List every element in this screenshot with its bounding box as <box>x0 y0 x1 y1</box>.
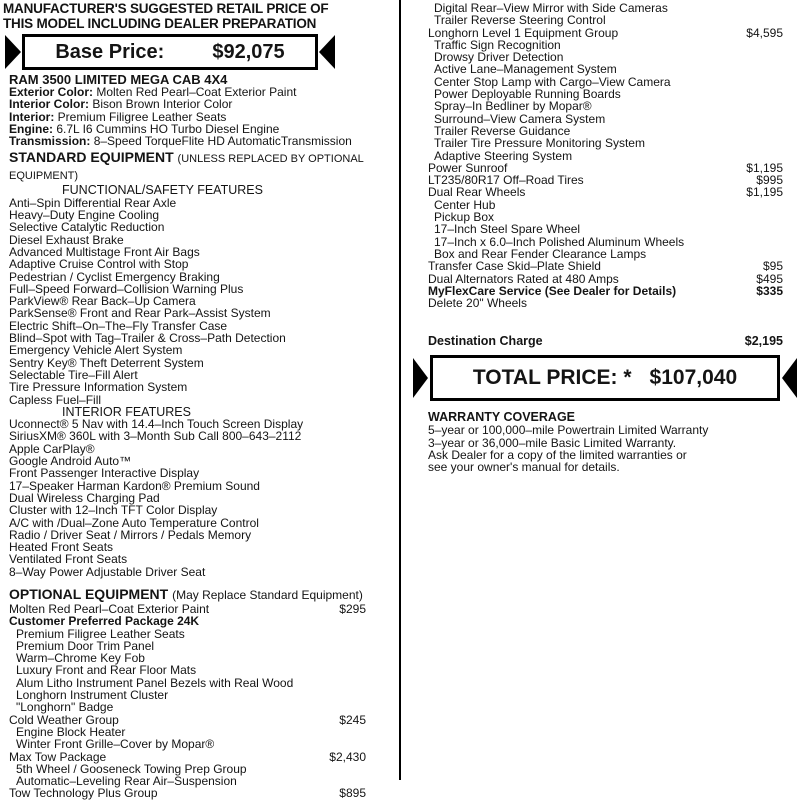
equipment-item: Advanced Multistage Front Air Bags <box>9 244 200 259</box>
equipment-item: Pedestrian / Cyclist Emergency Braking <box>9 269 220 284</box>
option-price: $245 <box>339 712 366 727</box>
option-row <box>3 787 366 799</box>
option-row <box>428 63 783 75</box>
option-name: Cold Weather Group <box>9 712 119 727</box>
warranty-section <box>428 410 783 473</box>
vehicle-specs <box>3 86 366 147</box>
option-price: $1,195 <box>746 185 783 200</box>
equipment-item: Ventilated Front Seats <box>9 552 128 567</box>
option-name: Power Sunroof <box>428 160 508 175</box>
option-name: Drowsy Driver Detection <box>434 50 564 65</box>
vehicle-spec: Transmission: 8–Speed TorqueFlite HD AutomaticTransmission <box>9 134 352 149</box>
standard-equipment-note: (UNLESS REPLACED BY OPTIONAL EQUIPMENT) <box>9 153 364 183</box>
optional-equipment-title: OPTIONAL EQUIPMENT <box>9 585 169 602</box>
option-name: Alum Litho Instrument Panel Bezels with Real Wood <box>16 675 294 690</box>
option-name: Box and Rear Fender Clearance Lamps <box>434 246 647 261</box>
option-price: $895 <box>339 786 366 800</box>
option-name: Power Deployable Running Boards <box>434 87 621 102</box>
option-name: 17–Inch x 6.0–Inch Polished Aluminum Wheels <box>434 234 685 249</box>
equipment-section-heading: INTERIOR FEATURES <box>62 404 191 419</box>
equipment-item: Full–Speed Forward–Collision Warning Plus <box>9 281 244 296</box>
option-row <box>3 738 366 750</box>
option-name: Spray–In Bedliner by Mopar® <box>434 99 592 114</box>
warranty-line: 3–year or 36,000–mile Basic Limited Warranty. <box>428 435 677 450</box>
equipment-item: Diesel Exhaust Brake <box>9 232 124 247</box>
base-price-box <box>22 34 318 70</box>
equipment-item: Blind–Spot with Tag–Trailer & Cross–Path Detection <box>9 331 286 346</box>
option-name: Molten Red Pearl–Coat Exterior Paint <box>9 601 210 616</box>
option-row <box>428 14 783 26</box>
option-name: Trailer Reverse Guidance <box>434 123 571 138</box>
vehicle-spec-label: Interior Color: <box>9 97 89 112</box>
option-name: "Longhorn" Badge <box>16 700 114 715</box>
option-row <box>428 273 783 285</box>
option-name: Luxury Front and Rear Floor Mats <box>16 663 197 678</box>
option-name: Transfer Case Skid–Plate Shield <box>428 259 601 274</box>
destination-charge-row <box>428 335 783 348</box>
right-pointing-arrow-icon <box>413 358 428 398</box>
option-name: Trailer Reverse Steering Control <box>434 13 606 28</box>
equipment-item: ParkView® Rear Back–Up Camera <box>9 294 196 309</box>
vehicle-spec-label: Exterior Color: <box>9 85 94 99</box>
option-name: Automatic–Leveling Rear Air–Suspension <box>16 774 237 789</box>
vehicle-spec: Interior: Premium Filigree Leather Seats <box>9 109 227 124</box>
option-name: Longhorn Instrument Cluster <box>16 688 169 703</box>
option-price: $2,430 <box>329 749 366 764</box>
msrp-header-line2: THIS MODEL INCLUDING DEALER PREPARATION <box>3 15 317 31</box>
optional-equipment-note: (May Replace Standard Equipment) <box>172 587 363 602</box>
option-name: LT235/80R17 Off–Road Tires <box>428 173 584 188</box>
base-price-value: $92,075 <box>212 40 285 63</box>
equipment-item: Front Passenger Interactive Display <box>9 466 200 481</box>
equipment-section-heading: FUNCTIONAL/SAFETY FEATURES <box>62 183 263 198</box>
option-name: Active Lane–Management System <box>434 62 617 77</box>
optional-equipment-right-list <box>428 2 783 309</box>
vehicle-spec-label: Interior: <box>9 109 55 124</box>
option-name: 5th Wheel / Gooseneck Towing Prep Group <box>16 761 247 776</box>
equipment-item: Anti–Spin Differential Rear Axle <box>9 195 177 210</box>
equipment-item: Dual Wireless Charging Pad <box>9 490 160 505</box>
equipment-item: Tire Pressure Information System <box>9 380 188 395</box>
option-name: Winter Front Grille–Cover by Mopar® <box>16 737 215 752</box>
option-name: Traffic Sign Recognition <box>434 37 561 52</box>
option-price: $4,595 <box>746 25 783 40</box>
total-price-value: $107,040 <box>649 366 738 390</box>
option-name: Center Hub <box>434 197 496 212</box>
equipment-item: Heavy–Duty Engine Cooling <box>9 208 160 223</box>
equipment-item: Radio / Driver Seat / Mirrors / Pedals Memory <box>9 527 252 542</box>
vehicle-title: RAM 3500 LIMITED MEGA CAB 4X4 <box>9 72 228 87</box>
equipment-item: Selectable Tire–Fill Alert <box>9 367 138 382</box>
option-row <box>428 150 783 162</box>
equipment-item: Uconnect® 5 Nav with 14.4–Inch Touch Screen Display <box>9 417 304 432</box>
optional-equipment-left-list <box>3 603 366 800</box>
standard-equipment-heading <box>3 150 366 184</box>
option-name: Delete 20" Wheels <box>428 296 527 311</box>
option-name: Premium Filigree Leather Seats <box>16 626 185 641</box>
msrp-header-line1: MANUFACTURER'S SUGGESTED RETAIL PRICE OF <box>3 1 329 16</box>
warranty-title: WARRANTY COVERAGE <box>428 410 576 425</box>
warranty-lines <box>428 424 783 473</box>
equipment-item: Apple CarPlay® <box>9 441 95 456</box>
option-name: Dual Alternators Rated at 480 Amps <box>428 271 619 286</box>
vehicle-spec-label: Transmission: <box>9 134 91 149</box>
equipment-item: Emergency Vehicle Alert System <box>9 343 183 358</box>
equipment-item: Heated Front Seats <box>9 540 114 555</box>
warranty-line: Ask Dealer for a copy of the limited warranties or <box>428 448 687 463</box>
equipment-item: Capless Fuel–Fill <box>9 392 102 407</box>
equipment-item: Sentry Key® Theft Deterrent System <box>9 355 204 370</box>
base-price-banner <box>5 34 366 70</box>
equipment-item: A/C with /Dual–Zone Auto Temperature Control <box>9 515 259 530</box>
option-name: 17–Inch Steel Spare Wheel <box>434 222 581 237</box>
option-name: Longhorn Level 1 Equipment Group <box>428 25 619 40</box>
option-name: Warm–Chrome Key Fob <box>16 651 145 666</box>
option-name: Max Tow Package <box>9 749 107 764</box>
option-name: Dual Rear Wheels <box>428 185 526 200</box>
option-row <box>428 260 783 272</box>
equipment-item: Selective Catalytic Reduction <box>9 220 165 235</box>
destination-charge-value: $2,195 <box>744 334 783 349</box>
total-price-banner <box>413 355 797 401</box>
option-price: $995 <box>756 173 783 188</box>
right-pointing-arrow-icon <box>5 35 21 69</box>
option-name: Digital Rear–View Mirror with Side Cameras <box>434 1 668 15</box>
option-price: $95 <box>762 259 783 274</box>
option-price: $295 <box>339 601 366 616</box>
equipment-item: ParkSense® Front and Rear Park–Assist System <box>9 306 271 321</box>
option-name: Adaptive Steering System <box>434 148 573 163</box>
option-name: Customer Preferred Package 24K <box>9 614 200 629</box>
option-name: Premium Door Trim Panel <box>16 638 155 653</box>
option-name: Surround–View Camera System <box>434 111 606 126</box>
total-price-box <box>430 355 780 401</box>
destination-charge-label: Destination Charge <box>428 334 543 349</box>
equipment-item: SiriusXM® 360L with 3–Month Sub Call 800–643–2112 <box>9 429 302 444</box>
vehicle-spec: Interior Color: Bison Brown Interior Color <box>9 97 233 112</box>
vehicle-spec: Exterior Color: Molten Red Pearl–Coat Exterior Paint <box>9 85 297 99</box>
right-column <box>401 0 797 780</box>
standard-equipment-list <box>3 184 366 578</box>
option-name: Engine Block Heater <box>16 724 126 739</box>
option-row <box>3 701 366 713</box>
equipment-item: Google Android Auto™ <box>9 454 132 469</box>
equipment-item: Cluster with 12–Inch TFT Color Display <box>9 503 218 518</box>
option-row <box>428 100 783 112</box>
option-name: MyFlexCare Service (See Dealer for Details) <box>428 283 677 298</box>
vehicle-spec: Engine: 6.7L I6 Cummins HO Turbo Diesel Engine <box>9 121 280 136</box>
msrp-header <box>3 2 366 31</box>
option-row <box>3 664 366 676</box>
total-price-label: TOTAL PRICE: * <box>472 366 632 390</box>
option-row <box>3 751 366 763</box>
equipment-item: Electric Shift–On–The–Fly Transfer Case <box>9 318 228 333</box>
option-row <box>428 137 783 149</box>
equipment-item: Adaptive Cruise Control with Stop <box>9 257 189 272</box>
option-row <box>428 223 783 235</box>
option-row <box>428 297 783 309</box>
vehicle-spec-label: Engine: <box>9 121 53 136</box>
standard-equipment-title: STANDARD EQUIPMENT <box>9 149 174 166</box>
option-price: $335 <box>756 283 783 298</box>
option-name: Pickup Box <box>434 210 495 225</box>
option-row <box>3 615 366 627</box>
option-name: Tow Technology Plus Group <box>9 786 158 800</box>
option-name: Center Stop Lamp with Cargo–View Camera <box>434 74 671 89</box>
option-row <box>428 186 783 198</box>
left-pointing-arrow-icon <box>782 358 797 398</box>
option-price: $495 <box>756 271 783 286</box>
equipment-item: 17–Speaker Harman Kardon® Premium Sound <box>9 478 260 493</box>
equipment-item: 8–Way Power Adjustable Driver Seat <box>9 564 206 579</box>
base-price-label: Base Price: <box>55 40 165 63</box>
warranty-line: 5–year or 100,000–mile Powertrain Limited Warranty <box>428 423 709 438</box>
option-name: Trailer Tire Pressure Monitoring System <box>434 136 645 151</box>
left-pointing-arrow-icon <box>319 35 335 69</box>
option-price: $1,195 <box>746 160 783 175</box>
warranty-line: see your owner's manual for details. <box>428 460 620 475</box>
optional-equipment-heading <box>3 587 366 603</box>
